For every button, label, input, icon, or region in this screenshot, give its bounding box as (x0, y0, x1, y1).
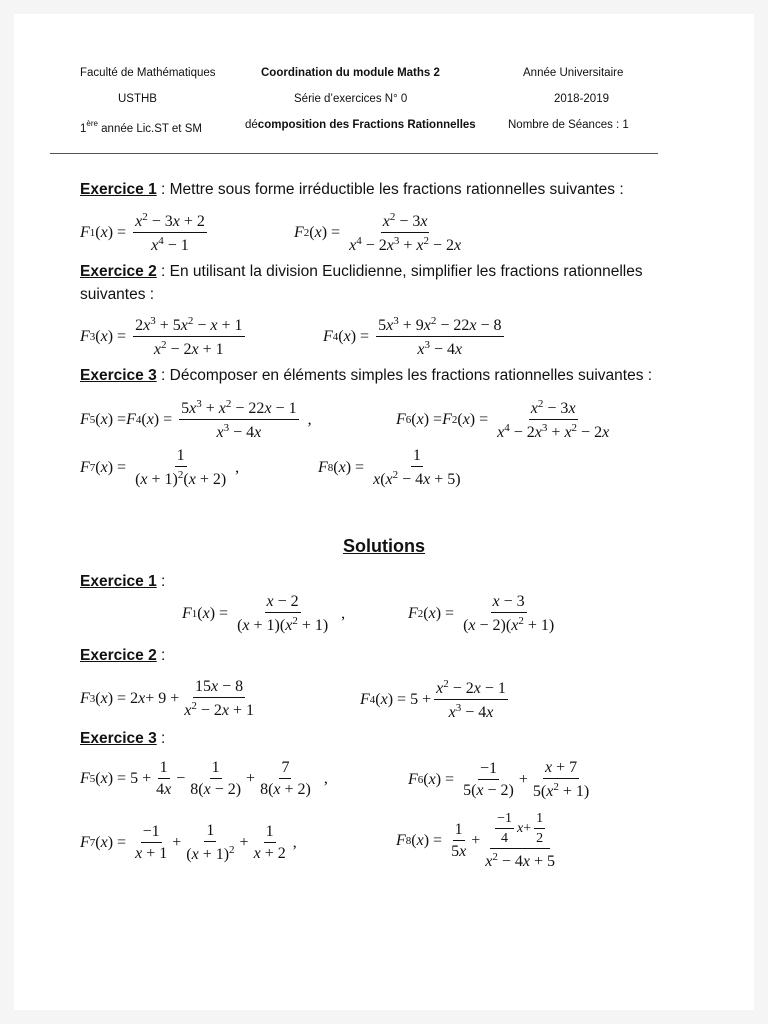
solution-2-colon: : (156, 647, 166, 664)
solution-1-colon: : (156, 573, 166, 590)
formula-f8: F 8 ( x ) = $\frac{1}{x(x^2 - 4x + 5)}$ (318, 447, 461, 488)
solution-2-heading (80, 647, 165, 665)
topic-main: composition des Fractions Rationnelles (257, 119, 476, 131)
header-year-label: Année Universitaire (523, 67, 624, 79)
level-superscript: ère (86, 119, 98, 128)
solutions-title: Solutions (343, 536, 425, 556)
header-sessions: Nombre de Séances : 1 (508, 119, 629, 131)
header-coordination: Coordination du module Maths 2 (261, 67, 440, 79)
header-topic (245, 119, 476, 131)
formula-f3: F 3 ( x ) = $\frac{2x^3 + 5x^2 - x + 1}{x^2 - 2x + 1}$ (80, 315, 243, 358)
header-school: USTHB (118, 93, 157, 105)
header-divider (50, 153, 658, 154)
level-text: année Lic.ST et SM (97, 123, 202, 135)
solution-3-colon: : (156, 730, 166, 747)
exercise-1-statement (80, 181, 624, 199)
solution-1-title: Exercice 1 (80, 573, 157, 590)
formula-f4: F 4 ( x ) = $\frac{5x^3 + 9x^2 - 22x - 8}{x^3 - 4x}$ (323, 315, 502, 358)
solution-f7: F 7 ( x ) = $\frac{-1}{x + 1}$ + $\frac{1}{(x + 1)^2}$ + $\frac{1}{x + 2}$ , (80, 822, 297, 863)
exercise-2-statement (80, 263, 643, 281)
formula-f7: F 7 ( x ) = $\frac{1}{(x + 1)^2(x + 2)}$ , (80, 447, 240, 488)
solution-f8: F 8 ( x ) = $\frac{1}{5x}$ + $\frac{-1}{4}$ x + $\frac{1}{2}$ $x^2 - 4x + 5$ (396, 811, 555, 870)
exercise-2-text-continued: suivantes : (80, 286, 155, 303)
header-level (80, 119, 202, 135)
solution-f1: F 1 ( x ) = $\frac{x - 2}{(x + 1)(x^2 + 1)}$ , (182, 593, 346, 634)
exercise-1-text: : Mettre sous forme irréductible les fractions rationnelles suivantes : (156, 181, 624, 198)
exercise-1-title: Exercice 1 (80, 181, 157, 198)
exercise-3-text: : Décomposer en éléments simples les fractions rationnelles suivantes : (156, 367, 653, 384)
solution-2-title: Exercice 2 (80, 647, 157, 664)
header-faculty: Faculté de Mathématiques (80, 67, 216, 79)
solution-3-title: Exercice 3 (80, 730, 157, 747)
exercise-2-text: : En utilisant la division Euclidienne, simplifier les fractions rationnelles (156, 263, 643, 280)
level-number: 1 (80, 123, 87, 135)
topic-prefix: dé (245, 119, 258, 131)
solution-f4: F 4 ( x ) = 5 + $\frac{x^2 - 2x - 1}{x^3 - 4x}$ (360, 678, 506, 721)
solution-f5: F 5 ( x ) = 5 + $\frac{1}{4x}$ − $\frac{1}{8(x - 2)}$ + $\frac{7}{8(x + 2)}$ , (80, 759, 328, 798)
exercise-3-statement (80, 367, 652, 385)
solution-f2: F 2 ( x ) = $\frac{x - 3}{(x - 2)(x^2 + 1)}$ (408, 593, 555, 634)
exercise-3-title: Exercice 3 (80, 367, 157, 384)
header-year: 2018-2019 (554, 93, 609, 105)
formula-f5: F 5 ( x ) = F 4 ( x ) = $\frac{5x^3 + x^2 - 22x - 1}{x^3 - 4x}$ , (80, 398, 312, 441)
formula-f6: F 6 ( x ) = F 2 ( x ) = $\frac{x^2 - 3x}{x^4 - 2x^3 + x^2 - 2x}$ (396, 398, 610, 441)
exercise-2-title: Exercice 2 (80, 263, 157, 280)
formula-f1: F 1 ( x ) = $\frac{x^2 - 3x + 2}{x^4 - 1}$ (80, 211, 205, 254)
header-series: Série d’exercices N° 0 (294, 93, 408, 105)
solution-f3: F 3 ( x ) = 2 x + 9 + $\frac{15x - 8}{x^2 - 2x + 1}$ (80, 678, 255, 719)
formula-f2: F 2 ( x ) = $\frac{x^2 - 3x}{x^4 - 2x^3 + x^2 - 2x}$ (294, 211, 462, 254)
solution-1-heading (80, 573, 165, 591)
solution-f6: F 6 ( x ) = $\frac{-1}{5(x - 2)}$ + $\frac{x + 7}{5(x^2 + 1)}$ (408, 759, 590, 800)
solution-3-heading (80, 730, 165, 748)
